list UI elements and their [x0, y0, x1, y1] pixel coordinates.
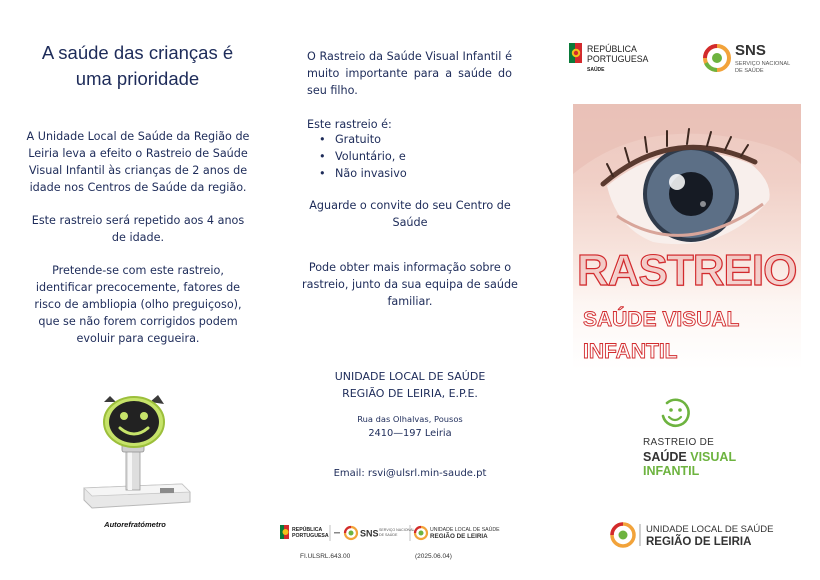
svg-text:UNIDADE LOCAL DE SAÚDE: UNIDADE LOCAL DE SAÚDE: [646, 524, 774, 535]
headline-line-2: uma prioridade: [75, 68, 200, 89]
invite-paragraph: Aguarde o convite do seu Centro de Saúde: [309, 199, 511, 229]
svg-text:REGIÃO DE LEIRIA: REGIÃO DE LEIRIA: [646, 536, 752, 548]
ulsrl-logo: [608, 520, 808, 550]
footer-logos: [278, 521, 540, 545]
subtitle-saude-visual: SAÚDE VISUAL: [583, 308, 740, 331]
svg-text:SNS: SNS: [735, 42, 766, 59]
purpose-paragraph: Pretende-se com este rastreio, identificar precocemente, fatores de risco de ambliopia (olho preguiçoso), que se não forem corrigidos podem evoluir para cegueira.: [34, 264, 242, 345]
list-item: • Gratuito: [319, 133, 381, 146]
middle-panel: [270, 0, 545, 580]
svg-text:UNIDADE LOCAL DE SAÚDE: UNIDADE LOCAL DE SAÚDE: [430, 527, 500, 533]
smiley-logo-icon: [658, 396, 692, 430]
features-list: [307, 131, 407, 182]
subtitle-infantil: INFANTIL: [583, 340, 678, 363]
svg-text:DE SAÚDE: DE SAÚDE: [379, 533, 398, 537]
left-panel: [0, 0, 270, 580]
organization-name: UNIDADE LOCAL DE SAÚDE REGIÃO DE LEIRIA, E.P.E.: [334, 370, 486, 400]
svg-text:SERVIÇO NACIONAL: SERVIÇO NACIONAL: [735, 61, 791, 67]
republica-portuguesa-logo: [280, 525, 329, 539]
svg-text:SNS: SNS: [360, 528, 379, 539]
more-info-paragraph: Pode obter mais informação sobre o rastreio, junto da sua equipa de saúde familiar.: [302, 261, 518, 308]
email-contact[interactable]: Email: rsvi@ulsrl.min-saude.pt: [333, 468, 487, 479]
svg-text:SERVIÇO NACIONAL: SERVIÇO NACIONAL: [379, 528, 415, 532]
sns-logo: [699, 38, 799, 78]
title-rastreio: RASTREIO: [577, 246, 797, 295]
address-city: 2410—197 Leiria: [368, 428, 452, 439]
headline-line-1: A saúde das crianças é: [41, 42, 234, 63]
device-caption: Autorefratómetro: [104, 520, 166, 529]
bullet-icon: •: [319, 133, 326, 146]
document-date: (2025.06.04): [415, 553, 452, 560]
bullet-icon: •: [319, 167, 326, 180]
program-logo-line-2: SAÚDE VISUAL: [643, 450, 737, 464]
svg-text:REGIÃO DE LEIRIA: REGIÃO DE LEIRIA: [430, 533, 488, 540]
repeat-paragraph: Este rastreio será repetido aos 4 anos de idade.: [31, 214, 245, 244]
republica-portuguesa-logo: [565, 40, 655, 74]
ulsrl-logo: [415, 526, 500, 540]
sns-logo: [345, 527, 414, 539]
intro-paragraph: A Unidade Local de Saúde da Região de Leiria leva a efeito o Rastreio de Saúde Visual Infantil às crianças de 2 anos de idade nos Centros de Saúde da região.: [26, 130, 250, 194]
list-title: Este rastreio é:: [307, 118, 392, 131]
svg-text:PORTUGUESA: PORTUGUESA: [292, 533, 329, 539]
svg-text:REPÚBLICA: REPÚBLICA: [587, 44, 637, 54]
importance-paragraph: O Rastreio da Saúde Visual Infantil é muito importante para a saúde do seu filho.: [307, 50, 512, 97]
right-panel: [545, 0, 820, 580]
bullet-icon: •: [319, 150, 326, 163]
address-street: Rua das Olhalvas, Pousos: [357, 414, 463, 424]
list-item: • Voluntário, e: [319, 150, 406, 163]
svg-text:SAÚDE: SAÚDE: [587, 67, 605, 73]
headline: [20, 40, 255, 92]
program-logo-line-1: RASTREIO DE: [643, 437, 715, 448]
document-code: FI.ULSRL.643.00: [300, 553, 351, 560]
program-logo-line-3: INFANTIL: [643, 464, 700, 478]
svg-text:PORTUGUESA: PORTUGUESA: [587, 54, 649, 64]
svg-text:DE SAÚDE: DE SAÚDE: [735, 68, 764, 74]
list-item: • Não invasivo: [319, 167, 407, 180]
svg-text:REPÚBLICA: REPÚBLICA: [292, 527, 323, 533]
autorefractometer-image: [78, 388, 198, 513]
